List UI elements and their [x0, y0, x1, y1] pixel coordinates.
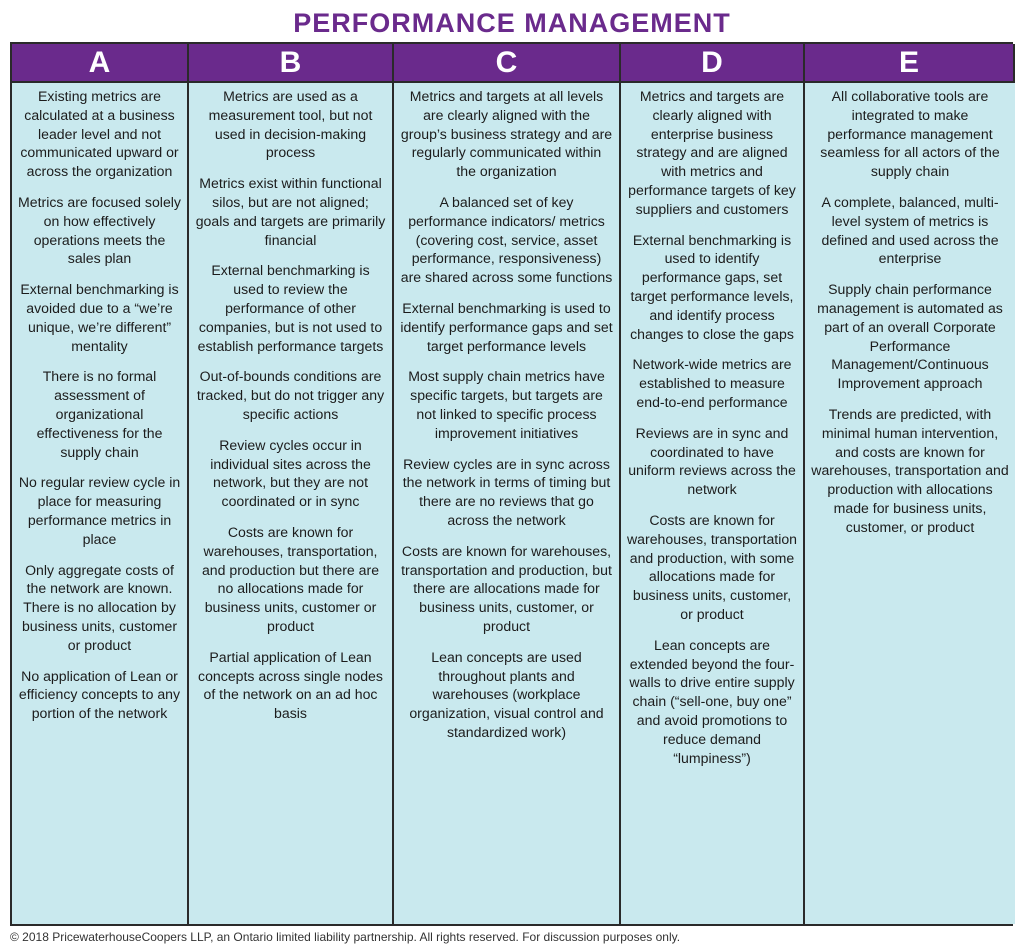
- column-c-item: Metrics and targets at all levels are clearly aligned with the group’s business strategy and are regularly communicated within the organization: [400, 88, 613, 180]
- column-a-item: Existing metrics are calculated at a business leader level and not communicated upward or across the organization: [20, 88, 179, 180]
- column-e-item: Supply chain performance management is automated as part of an overall Corporate Performance Management/Continuous Improvement approach: [817, 281, 1003, 392]
- column-a-item: Metrics are focused solely on how effectively operations meets the sales plan: [18, 193, 181, 267]
- column-b-item: Metrics are used as a measurement tool, but not used in decision-making process: [208, 88, 373, 161]
- column-c-item: External benchmarking is used to identify performance gaps and set target performance levels: [400, 299, 613, 354]
- column-c-item: Lean concepts are used throughout plants and warehouses (workplace organization, visual control and standardized work): [409, 648, 604, 740]
- column-e-item: A complete, balanced, multi-level system of metrics is defined and used across the enterprise: [821, 193, 999, 267]
- column-header-d: D: [621, 44, 805, 83]
- column-c-item: Most supply chain metrics have specific targets, but targets are not linked to specific process improvement initiatives: [408, 368, 605, 441]
- column-b-item: Metrics exist within functional silos, but are not aligned; goals and targets are primarily financial: [195, 175, 386, 248]
- column-d-item: Lean concepts are extended beyond the four-walls to drive entire supply chain (“sell-one, buy one” and avoid promotions to reduce demand “lumpiness”): [629, 636, 795, 766]
- column-d-item: Metrics and targets are clearly aligned with enterprise business strategy and are aligned with metrics and performance targets of key suppliers and customers: [628, 88, 796, 217]
- column-d-item: External benchmarking is used to identify performance gaps, set target performance levels, and identify process changes to close the gaps: [630, 231, 794, 342]
- column-c: [394, 83, 621, 924]
- column-header-e: E: [805, 44, 1015, 83]
- column-b-item: Review cycles occur in individual sites across the network, but they are not coordinated or in sync: [210, 436, 371, 510]
- copyright-footer: © 2018 PricewaterhouseCoopers LLP, an Ontario limited liability partnership. All rights reserved. For discussion purposes only.: [10, 930, 681, 944]
- column-b-item: Out-of-bounds conditions are tracked, but do not trigger any specific actions: [196, 368, 385, 422]
- column-d-item: Costs are known for warehouses, transportation and production, with some allocations made for business units, customer, or product: [627, 511, 798, 622]
- maturity-table: [10, 42, 1013, 926]
- column-e-item: All collaborative tools are integrated to make performance management seamless for all actors of the supply chain: [820, 88, 1000, 180]
- column-c-item: A balanced set of key performance indicators/ metrics (covering cost, service, asset performance, responsiveness) are shared across some functions: [400, 193, 613, 286]
- column-a: [12, 83, 189, 924]
- column-c-item: Costs are known for warehouses, transportation and production, but there are allocations made for business units, customer, or product: [401, 542, 612, 634]
- column-header-c: C: [394, 44, 621, 83]
- column-header-a: A: [12, 44, 189, 83]
- column-b-item: Partial application of Lean concepts across single nodes of the network on an ad hoc basis: [198, 648, 383, 722]
- page-title: PERFORMANCE MANAGEMENT: [293, 8, 731, 38]
- column-d-item: Network-wide metrics are established to measure end-to-end performance: [632, 356, 792, 410]
- column-a-item: There is no formal assessment of organizational effectiveness for the supply chain: [36, 368, 163, 460]
- column-a-item: External benchmarking is avoided due to a “we’re unique, we’re different” mentality: [20, 281, 179, 354]
- column-a-item: Only aggregate costs of the network are known. There is no allocation by business units, customer or product: [21, 561, 178, 653]
- column-e: [805, 83, 1015, 924]
- column-d-item: Reviews are in sync and coordinated to have uniform reviews across the network: [628, 424, 796, 498]
- column-b-item: External benchmarking is used to review the performance of other companies, but is not used to establish performance targets: [197, 262, 384, 354]
- column-a-item: No application of Lean or efficiency concepts to any portion of the network: [18, 667, 181, 722]
- column-c-item: Review cycles are in sync across the network in terms of timing but there are no reviews that go across the network: [402, 455, 611, 528]
- column-b-item: Costs are known for warehouses, transportation, and production but there are no allocations made for business units, customer or product: [201, 523, 380, 634]
- column-e-item: Trends are predicted, with minimal human intervention, and costs are known for warehouses, transportation and production with allocations made for business units, customer, or product: [811, 405, 1009, 535]
- column-a-item: No regular review cycle in place for measuring performance metrics in place: [18, 474, 181, 547]
- column-header-b: B: [189, 44, 394, 83]
- column-b: [189, 83, 394, 924]
- column-d: [621, 83, 805, 924]
